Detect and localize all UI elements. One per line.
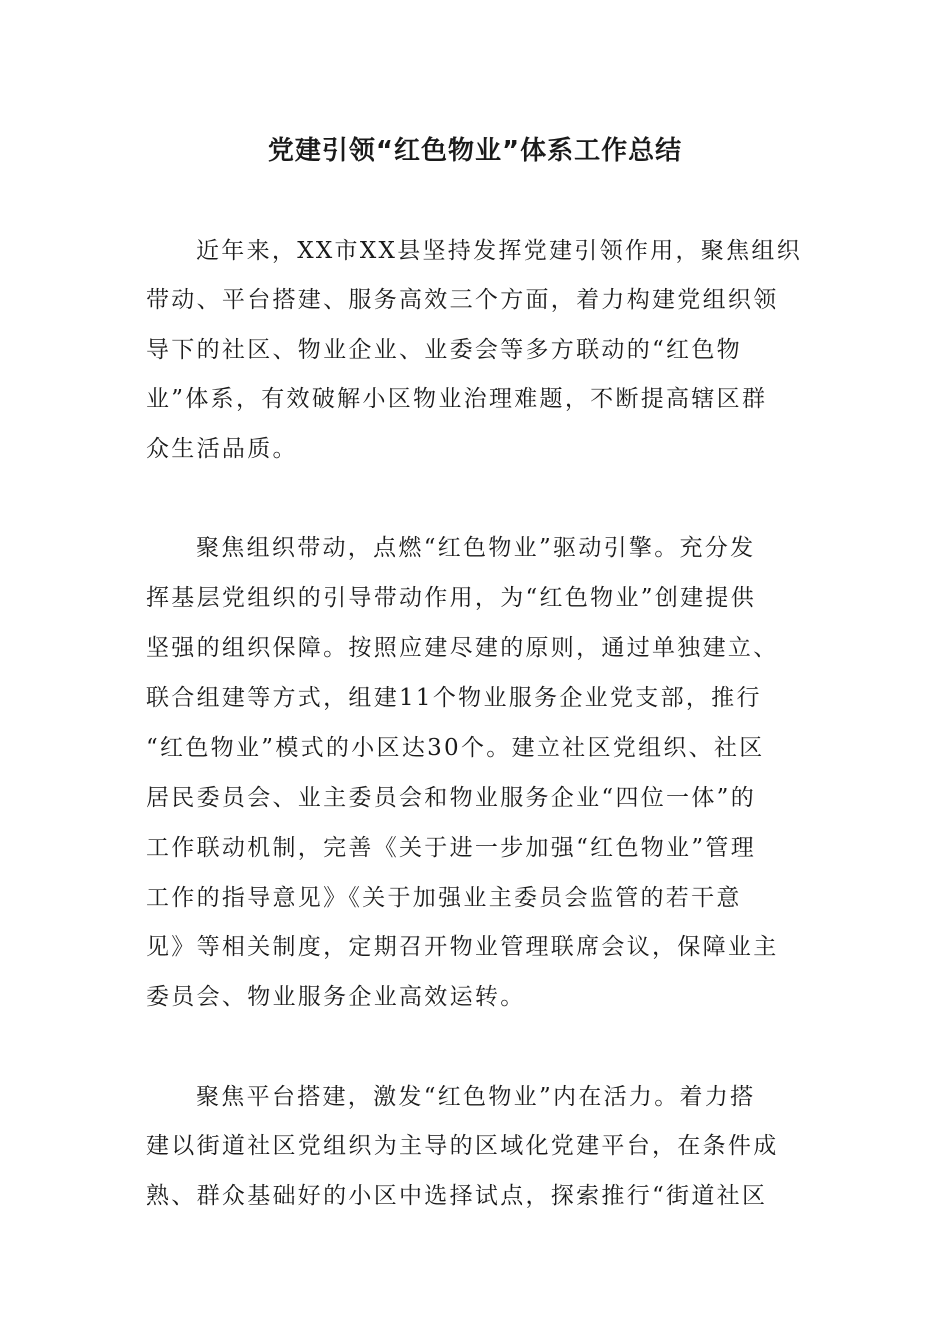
paragraph-3-line-1: 聚焦平台搭建，激发“红色物业”内在活力。着力搭 [196,1084,756,1110]
paragraph-1-line-3: 导下的社区、物业企业、业委会等多方联动的“红色物 [146,337,742,363]
paragraph-1-line-1: 近年来，XX市XX县坚持发挥党建引领作用，聚焦组织 [196,238,802,264]
paragraph-2-line-5: “红色物业”模式的小区达30个。建立社区党组织、社区 [146,735,765,761]
paragraph-2-line-8: 工作的指导意见》《关于加强业主委员会监管的若干意 [146,885,742,911]
paragraph-1-line-4: 业”体系，有效破解小区物业治理难题，不断提高辖区群 [146,386,768,412]
paragraph-1-line-5: 众生活品质。 [146,436,298,462]
document-title: 党建引领“红色物业”体系工作总结 [267,136,683,166]
paragraph-2-line-10: 委员会、物业服务企业高效运转。 [146,984,526,1010]
paragraph-2-line-7: 工作联动机制，完善《关于进一步加强“红色物业”管理 [146,835,757,861]
paragraph-2-line-4: 联合组建等方式，组建11个物业服务企业党支部，推行 [146,685,762,711]
paragraph-3-line-3: 熟、群众基础好的小区中选择试点，探索推行“街道社区 [146,1183,768,1209]
paragraph-3-line-2: 建以街道社区党组织为主导的区域化党建平台，在条件成 [146,1133,779,1159]
paragraph-2-line-6: 居民委员会、业主委员会和物业服务企业“四位一体”的 [146,785,757,811]
paragraph-1-line-2: 带动、平台搭建、服务高效三个方面，着力构建党组织领 [146,287,779,313]
paragraph-2-line-3: 坚强的组织保障。按照应建尽建的原则，通过单独建立、 [146,635,779,661]
paragraph-2-line-2: 挥基层党组织的引导带动作用，为“红色物业”创建提供 [146,585,757,611]
paragraph-2-line-1: 聚焦组织带动，点燃“红色物业”驱动引擎。充分发 [196,535,756,561]
paragraph-2-line-9: 见》等相关制度，定期召开物业管理联席会议，保障业主 [146,934,779,960]
